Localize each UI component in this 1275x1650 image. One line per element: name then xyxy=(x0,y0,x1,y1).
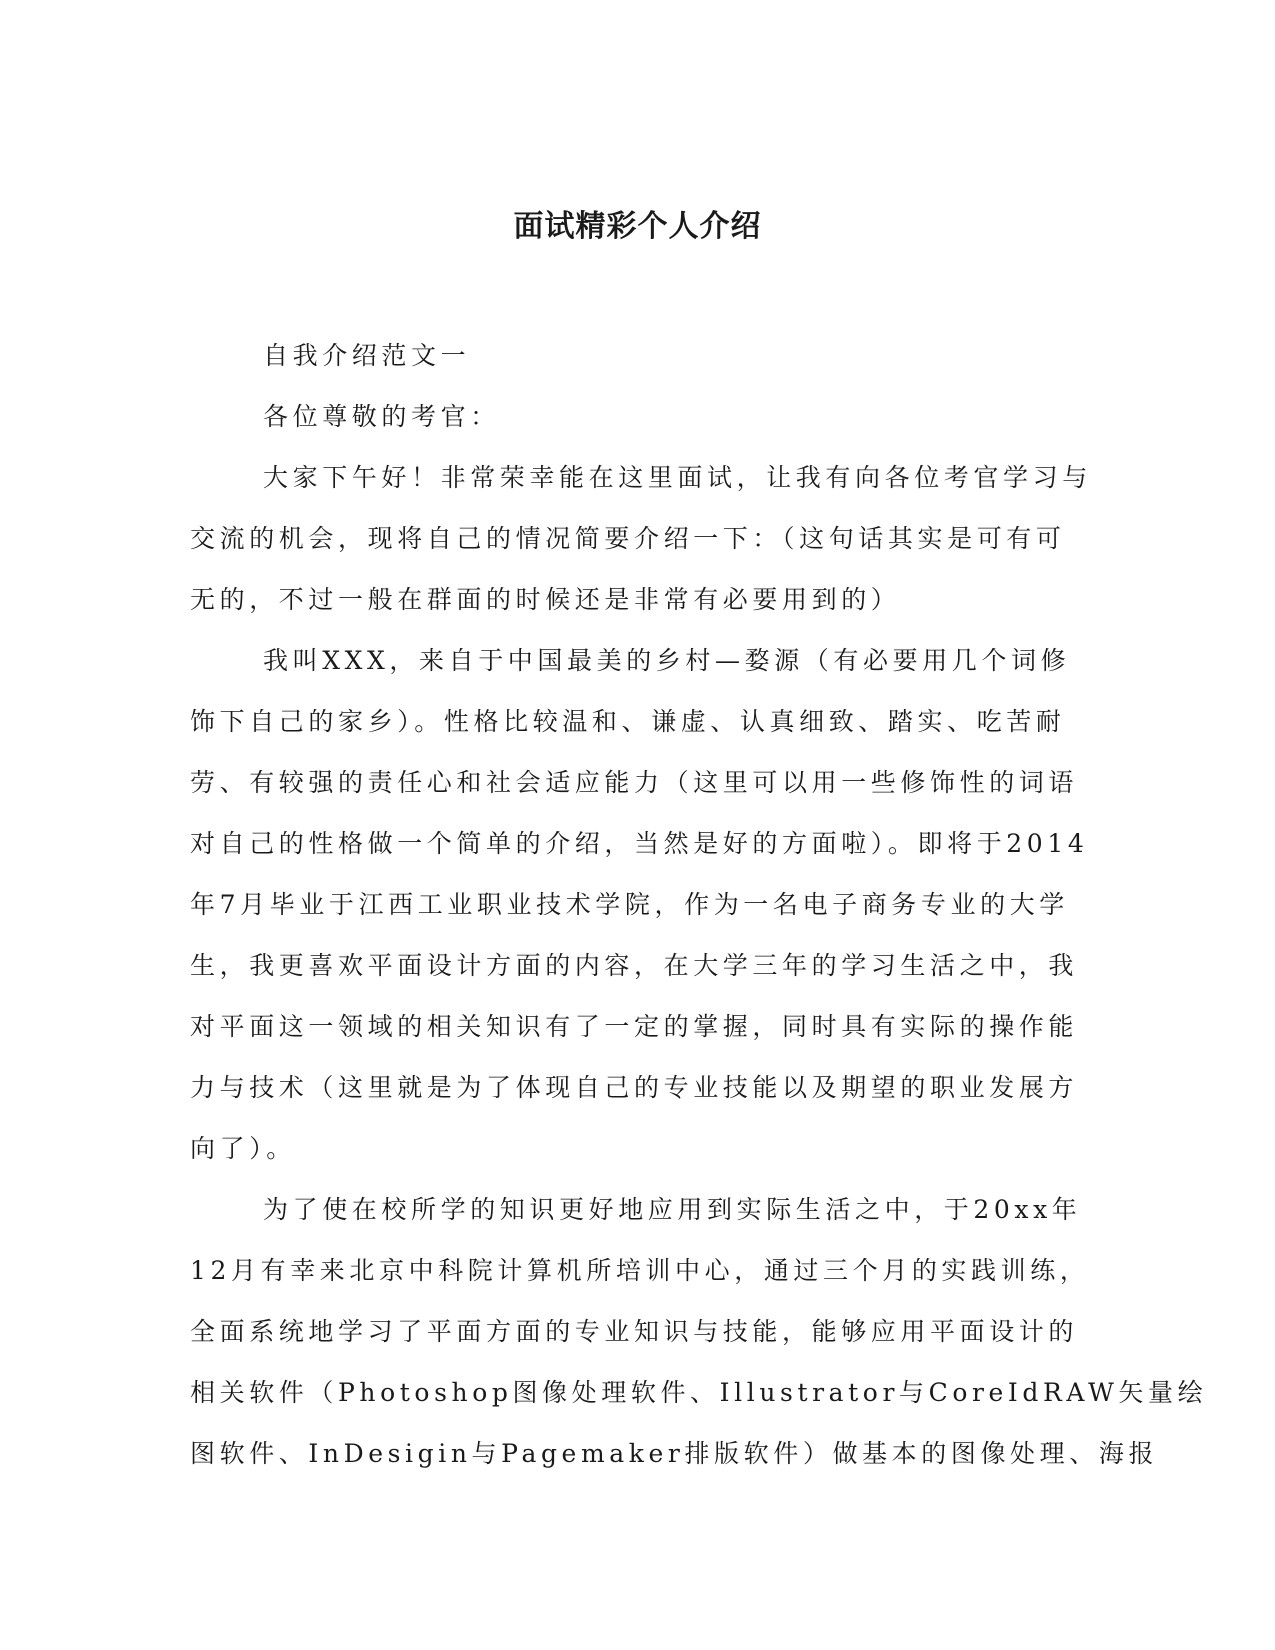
document-body xyxy=(190,325,1208,1484)
paragraph-line: 无的，不过一般在群面的时候还是非常有必要用到的） xyxy=(190,585,901,614)
paragraph-line: 对自己的性格做一个简单的介绍，当然是好的方面啦）。即将于2014 xyxy=(190,829,1089,858)
salutation-line: 各位尊敬的考官： xyxy=(263,402,500,431)
paragraph-line: 对平面这一领域的相关知识有了一定的掌握，同时具有实际的操作能 xyxy=(190,1012,1079,1041)
paragraph-line: 全面系统地学习了平面方面的专业知识与技能，能够应用平面设计的 xyxy=(190,1317,1079,1346)
paragraph-line: 我叫XXX，来自于中国最美的乡村—婺源（有必要用几个词修 xyxy=(263,646,1071,675)
paragraph-line: 为了使在校所学的知识更好地应用到实际生活之中，于20xx年 xyxy=(263,1195,1082,1224)
paragraph-line: 向了）。 xyxy=(190,1134,296,1163)
paragraph-line: 大家下午好！非常荣幸能在这里面试，让我有向各位考官学习与 xyxy=(263,463,1092,492)
section-heading: 自我介绍范文一 xyxy=(263,341,471,370)
paragraph-line: 图软件、InDesigin与Pagemaker排版软件）做基本的图像处理、海报 xyxy=(190,1439,1159,1468)
paragraph-line: 饰下自己的家乡）。性格比较温和、谦虚、认真细致、踏实、吃苦耐 xyxy=(190,707,1066,736)
paragraph-line: 生，我更喜欢平面设计方面的内容，在大学三年的学习生活之中，我 xyxy=(190,951,1079,980)
paragraph-line: 12月有幸来北京中科院计算机所培训中心，通过三个月的实践训练， xyxy=(190,1256,1090,1285)
paragraph-line: 年7月毕业于江西工业职业技术学院，作为一名电子商务专业的大学 xyxy=(190,890,1069,919)
paragraph-line: 力与技术（这里就是为了体现自己的专业技能以及期望的职业发展方 xyxy=(190,1073,1079,1102)
paragraph-line: 交流的机会，现将自己的情况简要介绍一下：（这句话其实是可有可 xyxy=(190,524,1066,553)
document-title: 面试精彩个人介绍 xyxy=(513,209,762,244)
paragraph-line: 相关软件（Photoshop图像处理软件、Illustrator与CoreIdRAW矢量绘 xyxy=(190,1378,1208,1407)
paragraph-line: 劳、有较强的责任心和社会适应能力（这里可以用一些修饰性的词语 xyxy=(190,768,1079,797)
